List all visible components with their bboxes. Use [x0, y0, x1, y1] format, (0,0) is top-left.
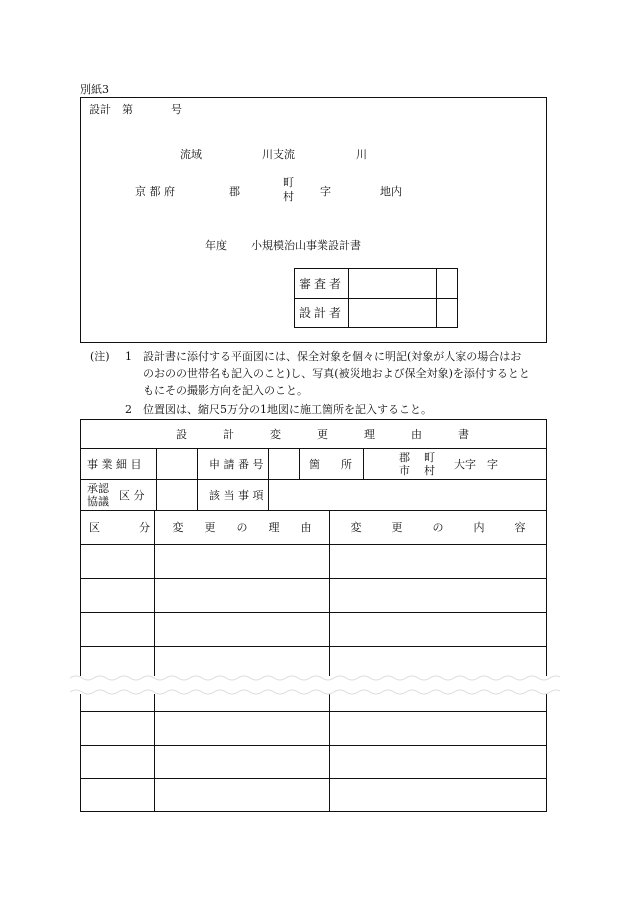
gun-label: 郡: [399, 450, 410, 464]
change-reason-header: 変 更 の 理 由: [172, 521, 312, 534]
applicable-item-label: 該 当 事 項: [209, 488, 264, 502]
designer-label: 設計者: [295, 298, 349, 327]
oaza-label: 大字: [454, 457, 476, 471]
notes-label: (注): [90, 350, 110, 363]
consultation-label: 協議: [87, 494, 109, 508]
county-label: 郡: [229, 185, 240, 198]
application-number-label: 申 請 番 号: [209, 457, 264, 471]
table-line: [363, 448, 364, 479]
note1-line1: 設計書に添付する平面図には、保全対象を個々に明記(対象が人家の場合はお: [143, 350, 522, 363]
village-label: 村: [283, 190, 294, 203]
project-detail-label: 事 業 細 目: [87, 457, 142, 471]
table-line: [81, 578, 546, 579]
table-line: [154, 510, 155, 811]
branch-label: 川支流: [262, 148, 295, 161]
table-line: [81, 711, 546, 712]
mura-label: 村: [424, 463, 435, 477]
table-line: [299, 448, 300, 479]
attachment-label: 別紙3: [80, 83, 109, 96]
document-title: 小規模治山事業設計書: [251, 239, 361, 252]
table-line: [81, 778, 546, 779]
design-no-prefix: 設計: [89, 103, 111, 116]
designer-name-cell[interactable]: [348, 298, 437, 327]
municipality-stack: [399, 449, 435, 478]
town-village-label: [283, 176, 294, 204]
chinai-label: 地内: [380, 185, 402, 198]
application-number-value[interactable]: [269, 448, 298, 479]
approval-stack: [87, 480, 109, 509]
table-line: [197, 448, 198, 479]
table-line: [81, 745, 546, 746]
table-line: [329, 510, 330, 811]
designer-row: [295, 298, 457, 327]
kubun-label-1: 区: [89, 521, 100, 534]
reviewer-label: 審査者: [295, 269, 349, 298]
change-reason-table: [80, 419, 547, 812]
note1-number: 1: [125, 350, 132, 363]
category-label: 区 分: [119, 488, 145, 502]
approval-label: 承認: [87, 481, 109, 495]
applicable-item-value[interactable]: [269, 479, 545, 510]
kubun-label-2: 分: [139, 521, 150, 534]
note2-text: 位置図は、縮尺5万分の1地図に施工箇所を記入すること。: [143, 403, 432, 416]
place-label-2: 所: [341, 457, 352, 471]
note1-line2: のおのの世帯名も記入のこと)し、写真(被災地および保全対象)を添付するとと: [143, 367, 530, 380]
table-line: [81, 612, 546, 613]
reviewer-name-cell[interactable]: [348, 269, 437, 298]
town-label: 町: [283, 176, 294, 189]
prefecture-label: 京 都 府: [135, 185, 175, 198]
table-title: 設 計 変 更 理 由 書: [176, 428, 469, 441]
aza-label-table: 字: [487, 457, 498, 471]
change-content-header: 変 更 の 内 容: [350, 521, 526, 534]
place-label-1: 箇: [309, 457, 320, 471]
aza-label: 字: [320, 185, 331, 198]
table-line: [197, 479, 198, 510]
review-box: [294, 268, 458, 328]
project-detail-value[interactable]: [157, 448, 196, 479]
river-label: 川: [356, 148, 367, 161]
note1-line3: もにその撮影方向を記入のこと。: [143, 384, 308, 397]
table-line: [81, 544, 546, 545]
machi-label: 町: [424, 450, 435, 464]
table-line: [81, 646, 546, 647]
omission-wave: [70, 672, 560, 698]
design-no-dai: 第: [122, 103, 133, 116]
note2-number: 2: [125, 403, 132, 416]
shi-label: 市: [399, 463, 410, 477]
reviewer-row: [295, 269, 457, 299]
basin-label: 流域: [180, 148, 202, 161]
year-label: 年度: [205, 239, 227, 252]
category-value[interactable]: [157, 479, 196, 510]
design-no-go: 号: [171, 103, 182, 116]
